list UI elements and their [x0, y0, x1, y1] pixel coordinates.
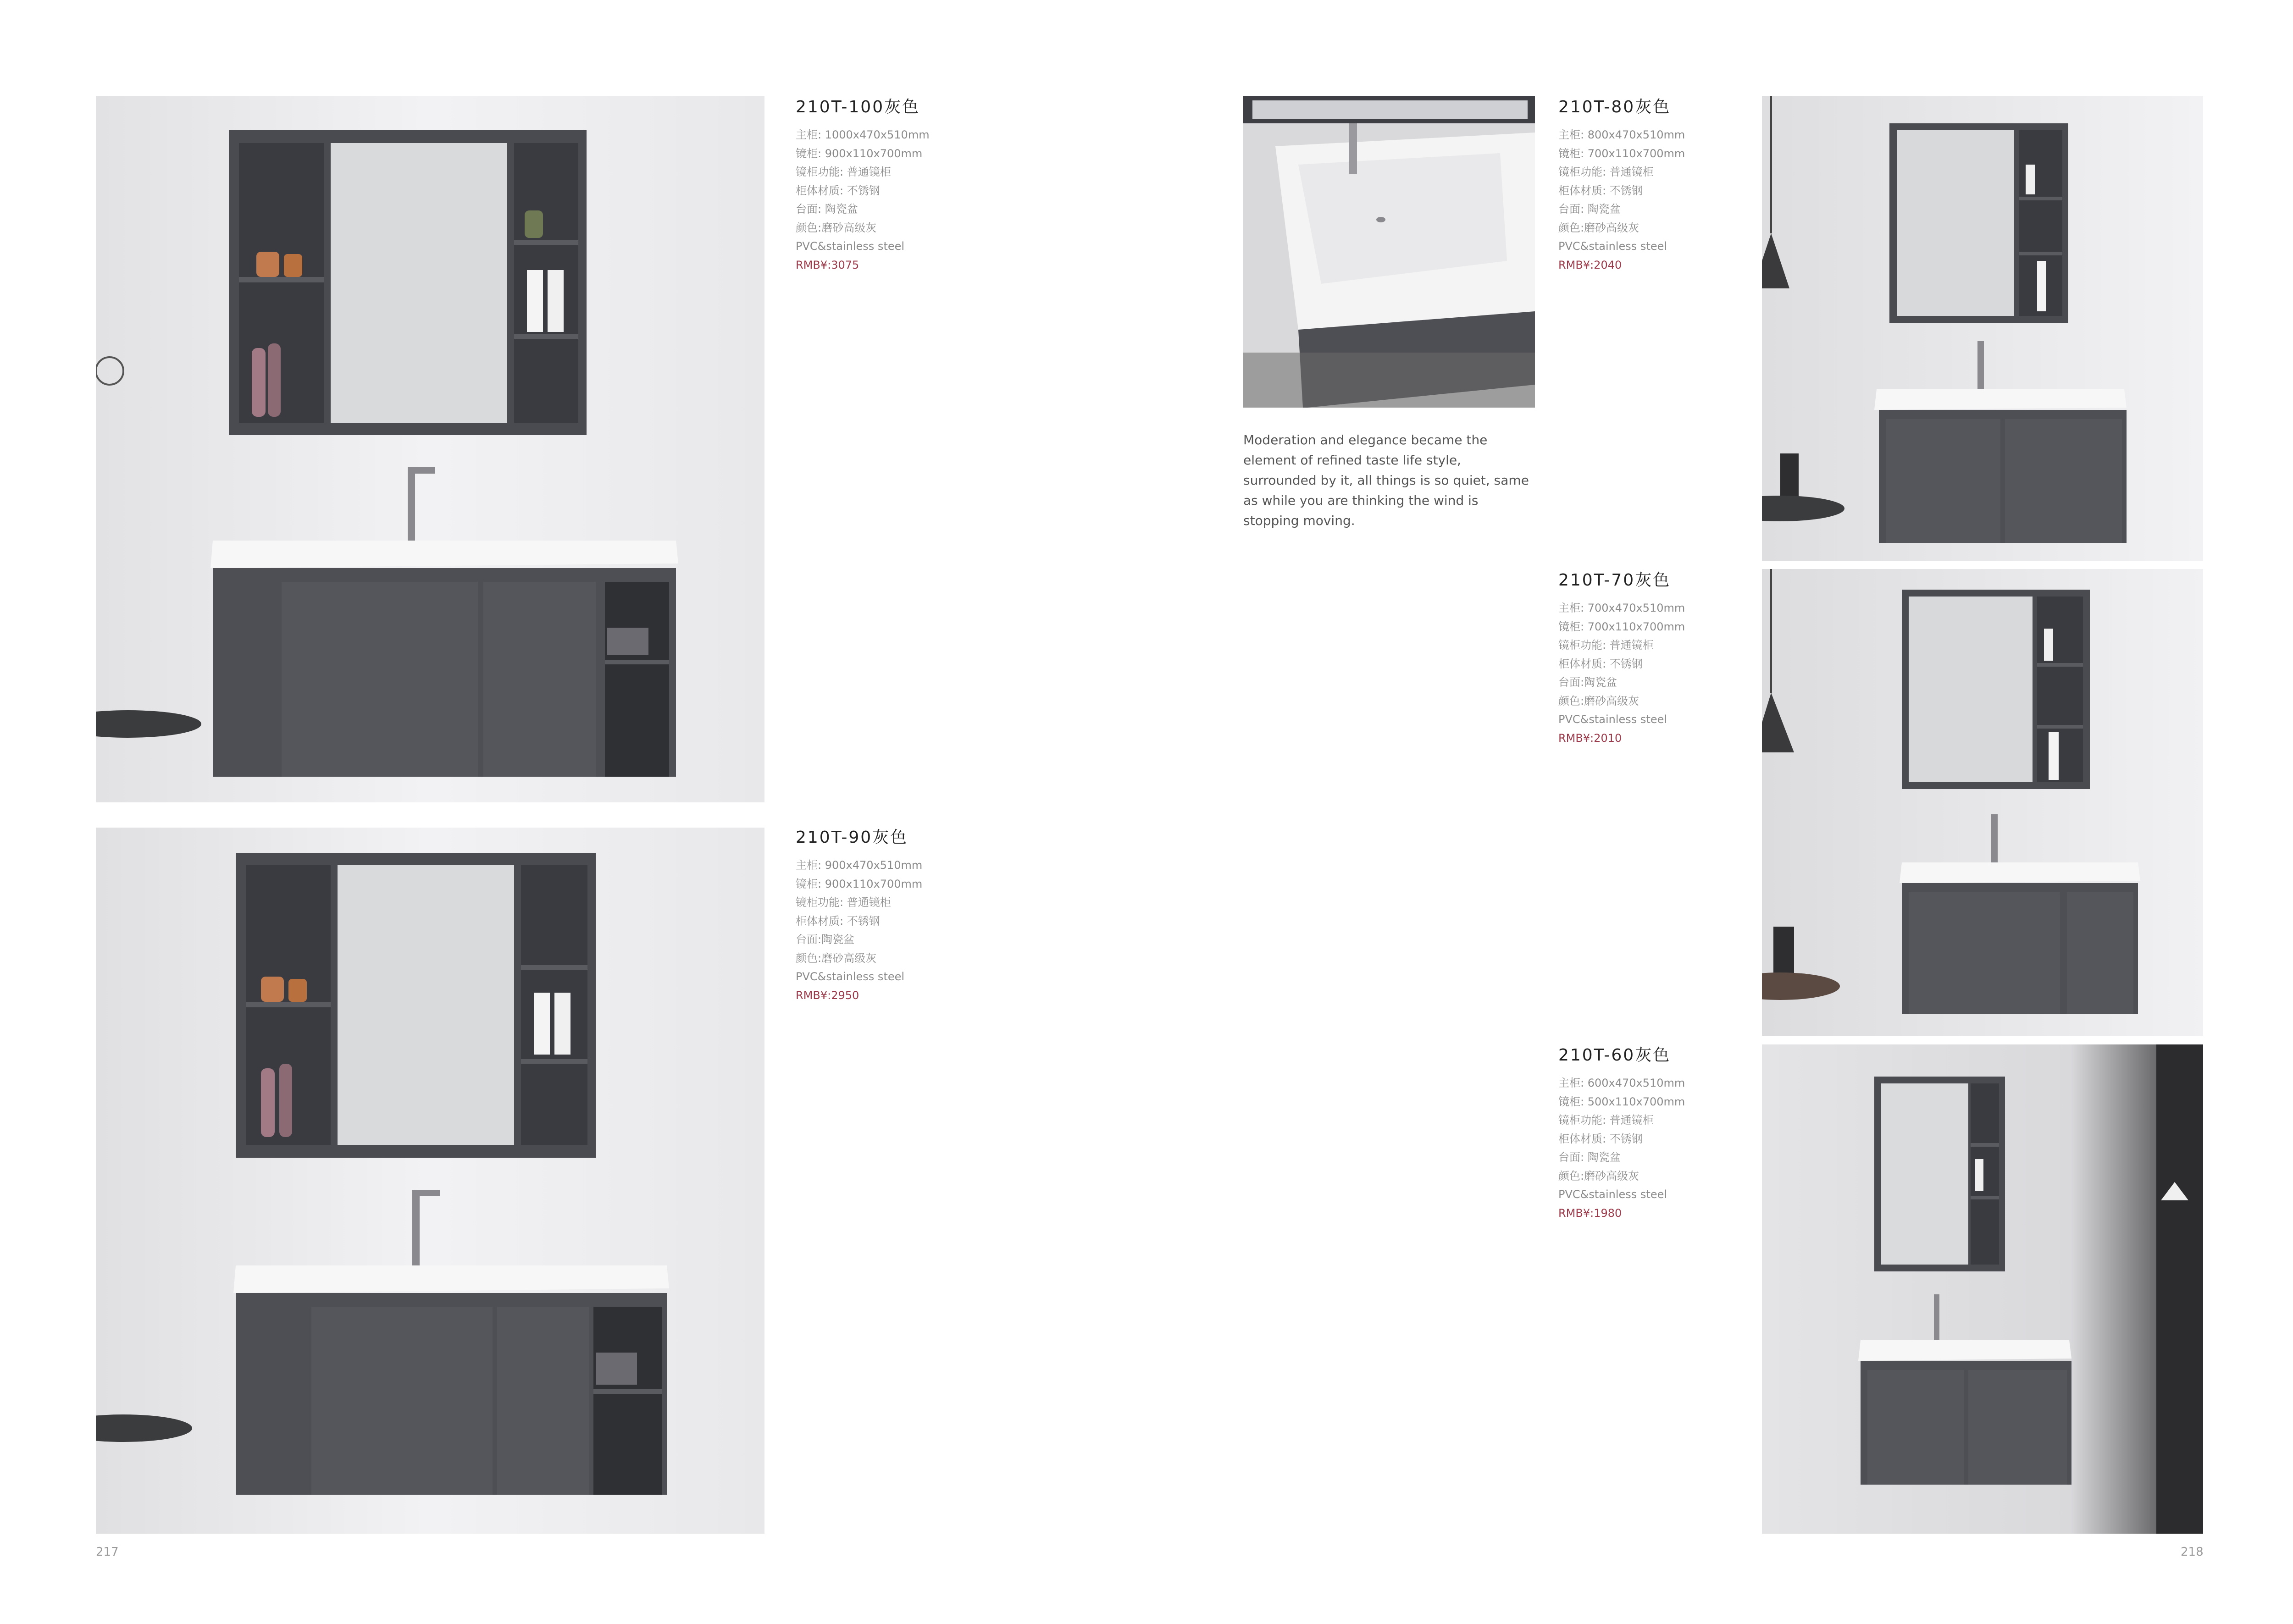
spec-line: 镜柜: 700x110x700mm	[1558, 620, 1685, 633]
page-number-left: 217	[96, 1545, 119, 1559]
spec-line: PVC&stainless steel	[796, 970, 905, 983]
spec-block-210t-60	[1558, 1042, 1769, 1222]
model-title: 210T-70灰色	[1558, 571, 1671, 590]
price: RMB¥:1980	[1558, 1206, 1622, 1220]
price: RMB¥:2950	[796, 989, 859, 1002]
spec-line: 颜色:磨砂高级灰	[796, 951, 877, 965]
spec-line: PVC&stainless steel	[1558, 1188, 1667, 1201]
spec-line: 镜柜功能: 普通镜柜	[796, 166, 891, 178]
spec-line: 台面:陶瓷盆	[796, 933, 855, 946]
spec-line: 颜色:磨砂高级灰	[1558, 221, 1639, 234]
spec-line: 台面:陶瓷盆	[1558, 676, 1617, 689]
product-photo-210t-70	[1762, 569, 2203, 1036]
model-title: 210T-100灰色	[796, 98, 920, 116]
spec-line: 颜色:磨砂高级灰	[796, 221, 877, 234]
spec-line: 镜柜: 500x110x700mm	[1558, 1095, 1685, 1108]
spec-line: 镜柜: 900x110x700mm	[796, 147, 923, 160]
spec-line: 镜柜功能: 普通镜柜	[796, 896, 891, 909]
spec-line: 主柜: 700x470x510mm	[1558, 602, 1685, 614]
spec-line: 镜柜功能: 普通镜柜	[1558, 1114, 1654, 1127]
basin-detail-photo	[1243, 96, 1535, 408]
spec-line: PVC&stainless steel	[1558, 240, 1667, 253]
spec-line: 主柜: 900x470x510mm	[796, 859, 923, 872]
spec-line: 柜体材质: 不锈钢	[1558, 657, 1643, 670]
product-photo-210t-100	[96, 96, 764, 802]
spec-block-210t-100	[796, 94, 1007, 274]
spec-line: 主柜: 1000x470x510mm	[796, 128, 930, 141]
product-photo-210t-90	[96, 828, 764, 1534]
model-title: 210T-90灰色	[796, 828, 908, 847]
spec-block-210t-70	[1558, 567, 1769, 747]
spec-line: 柜体材质: 不锈钢	[1558, 184, 1643, 197]
spec-line: PVC&stainless steel	[1558, 713, 1667, 726]
spec-block-210t-90	[796, 824, 1007, 1005]
product-photo-210t-60	[1762, 1044, 2203, 1534]
spec-line: 台面: 陶瓷盆	[796, 203, 858, 215]
spec-line: 台面: 陶瓷盆	[1558, 203, 1621, 215]
spec-line: 颜色:磨砂高级灰	[1558, 694, 1639, 707]
model-title: 210T-60灰色	[1558, 1046, 1671, 1065]
spec-line: 主柜: 800x470x510mm	[1558, 128, 1685, 141]
spec-line: PVC&stainless steel	[796, 240, 905, 253]
spec-line: 镜柜功能: 普通镜柜	[1558, 639, 1654, 652]
spec-line: 镜柜功能: 普通镜柜	[1558, 166, 1654, 178]
page-number-right: 218	[2181, 1545, 2204, 1559]
price: RMB¥:2010	[1558, 731, 1622, 745]
spec-line: 主柜: 600x470x510mm	[1558, 1077, 1685, 1089]
price: RMB¥:2040	[1558, 258, 1622, 271]
model-title: 210T-80灰色	[1558, 98, 1671, 116]
price: RMB¥:3075	[796, 258, 859, 271]
spec-line: 颜色:磨砂高级灰	[1558, 1169, 1639, 1182]
product-photo-210t-80	[1762, 96, 2203, 561]
spec-line: 镜柜: 700x110x700mm	[1558, 147, 1685, 160]
spec-line: 柜体材质: 不锈钢	[796, 184, 880, 197]
spec-line: 镜柜: 900x110x700mm	[796, 877, 923, 890]
spec-line: 柜体材质: 不锈钢	[1558, 1132, 1643, 1145]
tagline-text: Moderation and elegance became the element of refined taste life style, surrounded by it, all things is so quiet, same as while you are thinking the wind is stopping moving.	[1243, 432, 1529, 528]
spec-line: 台面: 陶瓷盆	[1558, 1151, 1621, 1164]
spec-block-210t-80	[1558, 94, 1769, 274]
spec-line: 柜体材质: 不锈钢	[796, 914, 880, 928]
